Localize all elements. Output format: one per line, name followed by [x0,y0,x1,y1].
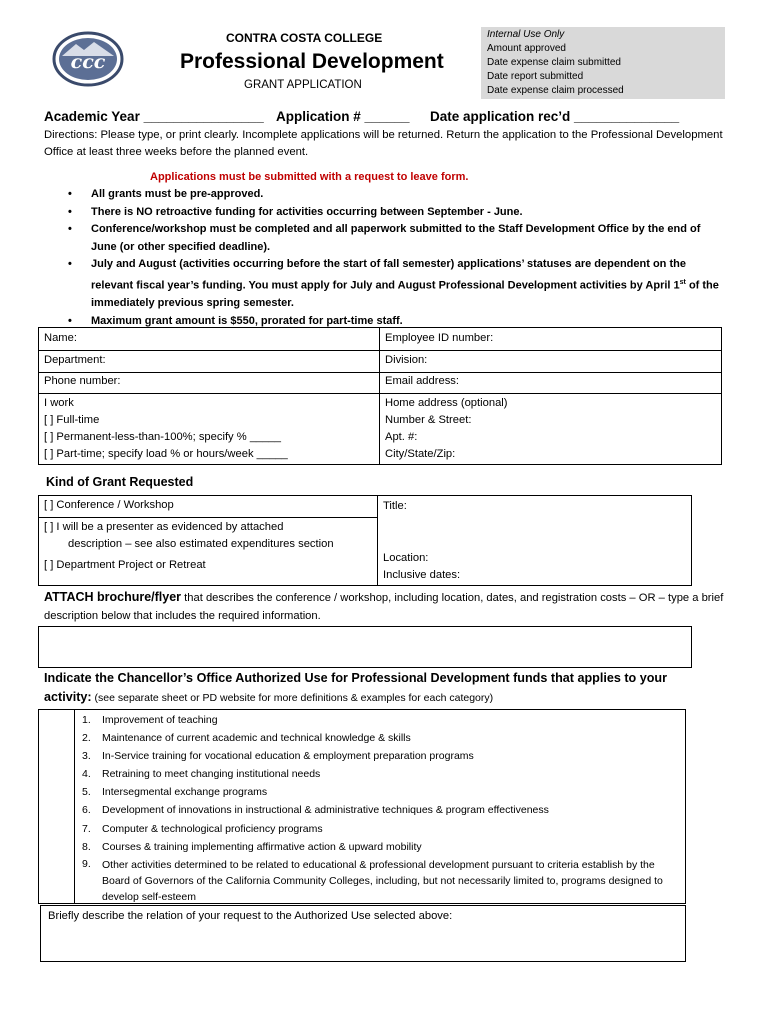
permanent-checkbox[interactable]: [ ] Permanent-less-than-100%; specify % _____ [44,431,281,443]
location-field[interactable]: Location: [383,552,429,564]
apt-field[interactable]: Apt. #: [385,431,418,443]
use-item-4[interactable] [82,765,682,783]
use-text: Computer & technological proficiency programs [102,822,323,835]
attach-instructions [44,589,734,625]
street-field[interactable]: Number & Street: [385,414,472,426]
city-state-zip-field[interactable]: City/State/Zip: [385,448,456,460]
internal-use-heading: Internal Use Only [487,29,565,40]
kind-of-grant-table [38,495,692,586]
use-item-8[interactable] [82,838,682,856]
indicate-activity: activity: [44,690,92,704]
college-logo [52,30,124,88]
internal-use-line: Date expense claim processed [487,85,624,96]
internal-use-line: Date report submitted [487,71,584,82]
attach-bold: ATTACH brochure/flyer [44,590,182,604]
rule-item: • Maximum grant amount is $550, prorated for part-time staff. [64,313,724,331]
work-status-group [39,395,288,463]
presenter-line-1: [ ] I will be a presenter as evidenced by attached [44,521,284,533]
internal-use-line: Date expense claim submitted [487,57,621,68]
name-field[interactable]: Name: [44,332,77,344]
part-time-checkbox[interactable]: [ ] Part-time; specify load % or hours/week _____ [44,448,288,460]
date-received-field[interactable]: Date application rec’d ______________ [430,109,680,124]
event-title-field[interactable]: Title: [383,500,407,512]
email-field[interactable]: Email address: [385,375,459,387]
use-number: 7. [82,822,91,835]
use-item-7[interactable] [82,820,682,838]
home-address-group [380,395,508,463]
use-number: 2. [82,732,91,745]
use-item-6[interactable] [82,801,682,819]
internal-use-box [481,27,725,99]
division-field[interactable]: Division: [385,354,428,366]
personal-info-table [38,327,722,465]
directions: Directions: Please type, or print clearly. Incomplete applications will be returned. Return the application to the Professional Development Office at least three weeks before the planned event. [44,129,723,158]
rule-sup: st [679,278,686,286]
conference-checkbox[interactable]: [ ] Conference / Workshop [44,499,174,511]
use-number: 5. [82,786,91,799]
kind-of-grant-title: Kind of Grant Requested [46,475,194,489]
page-subtitle: GRANT APPLICATION [244,79,362,91]
presenter-checkbox[interactable] [39,519,334,553]
use-text: Courses & training implementing affirmative action & upward mobility [102,840,422,853]
department-project-checkbox[interactable]: [ ] Department Project or Retreat [44,559,206,571]
rule-text: July and August (activities occurring before the start of fall semester) applications’ statuses are dependent on the relevant fiscal year’s funding. You must apply for July and August Professional Development activities by April 1 [91,258,686,292]
rule-item: • All grants must be pre-approved. [64,186,724,204]
description-box[interactable] [38,626,692,668]
use-number: 6. [82,804,91,817]
phone-field[interactable]: Phone number: [44,375,121,387]
use-item-3[interactable] [82,747,682,765]
rule-item [64,256,724,312]
use-number: 9. [82,857,91,870]
authorized-use-list [82,711,682,905]
relation-description-label: Briefly describe the relation of your request to the Authorized Use selected above: [48,910,453,922]
use-text: Improvement of teaching [102,714,218,726]
use-number: 8. [82,840,91,853]
indicate-line-1: Indicate the Chancellor’s Office Authorized Use for Professional Development funds that applies to your [44,671,668,685]
indicate-note: (see separate sheet or PD website for more definitions & examples for each category) [91,692,494,704]
presenter-line-2: description – see also estimated expenditures section [68,538,334,550]
use-item-1[interactable] [82,711,682,729]
leave-form-note: Applications must be submitted with a request to leave form. [150,171,469,183]
use-number: 3. [82,750,91,763]
use-text: Other activities determined to be related to educational & professional development pursuant to criteria establish by the Board of Governors of the California Community Colleges, including, but not necessarily limited to, programs designed to develop self-esteem [102,858,663,903]
work-label: I work [44,397,74,409]
use-number: 4. [82,768,91,781]
use-item-2[interactable] [82,729,682,747]
use-text: Maintenance of current academic and technical knowledge & skills [102,732,411,745]
academic-year-field[interactable]: Academic Year ________________ [44,109,264,124]
authorized-use-instructions [44,669,744,708]
use-text: In-Service training for vocational education & employment preparation programs [102,750,474,763]
logo-text: ccc [70,51,106,73]
rule-text-tail: of the immediately previous spring semester. [91,279,719,310]
use-number: 1. [82,714,91,726]
use-item-9[interactable] [82,856,682,905]
inclusive-dates-field[interactable]: Inclusive dates: [383,569,461,581]
use-text: Development of innovations in instructional & administrative techniques & program effectiveness [102,804,549,817]
home-address-label: Home address (optional) [385,397,508,409]
department-field[interactable]: Department: [44,354,106,366]
use-item-5[interactable] [82,783,682,801]
attach-text: that describes the conference / workshop, including location, dates, and registration costs – OR – type a brief description below that includes the required information. [44,592,724,622]
full-time-checkbox[interactable]: [ ] Full-time [44,414,100,426]
use-text: Retraining to meet changing institutional needs [102,768,321,781]
college-name: CONTRA COSTA COLLEGE [226,31,383,45]
rule-item: • There is NO retroactive funding for activities occurring between September - June. [64,204,724,222]
application-number-field[interactable]: Application # ______ [276,109,410,124]
employee-id-field[interactable]: Employee ID number: [385,332,494,344]
use-text: Intersegmental exchange programs [102,786,268,799]
page-title: Professional Development [180,50,444,73]
rules-list [64,186,724,330]
rule-item: • Conference/workshop must be completed and all paperwork submitted to the Staff Development Office by the end of June (or other specified deadline). [64,221,724,256]
internal-use-line: Amount approved [487,43,566,54]
